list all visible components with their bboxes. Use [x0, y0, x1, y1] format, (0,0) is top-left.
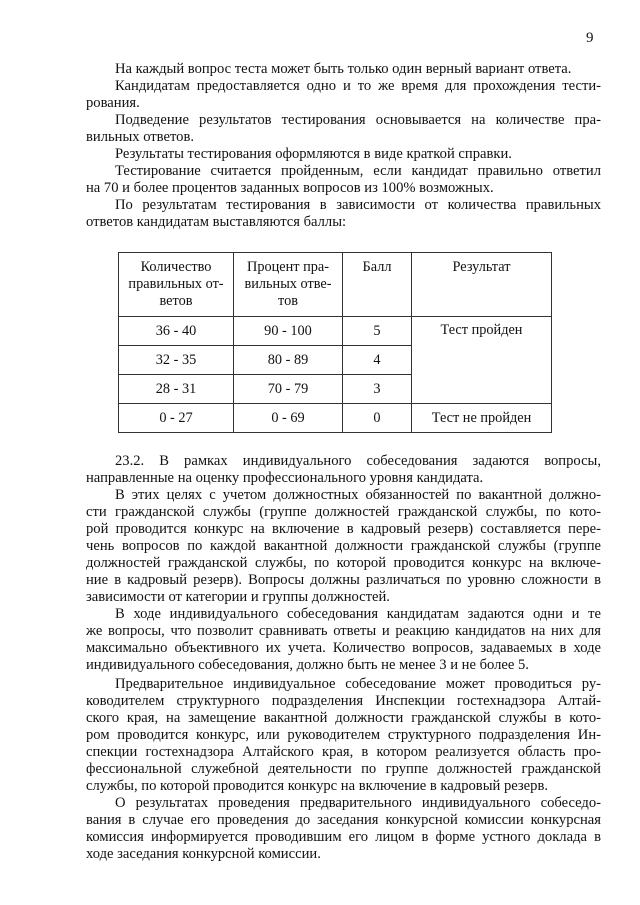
text-line: комиссия информируется проводившим его лицом в форме устного доклада в	[86, 829, 601, 845]
header-result	[412, 253, 552, 317]
text-line: же вопросы, что позволит сравнивать ответы и реакцию кандидатов на них для	[86, 623, 601, 639]
header-text: Результат	[452, 259, 511, 275]
cell-count: 36 - 40	[119, 317, 234, 346]
cell-percent: 90 - 100	[234, 317, 343, 346]
text-line: ответов кандидатам выставляются баллы:	[86, 214, 347, 230]
cell-result-failed: Тест не пройден	[412, 404, 552, 433]
cell-count: 32 - 35	[119, 346, 234, 375]
cell-score: 5	[343, 317, 412, 346]
text-line: Результаты тестирования оформляются в виде краткой справки.	[115, 146, 512, 162]
text-line: на 70 и более процентов заданных вопросов из 100% возможных.	[86, 180, 494, 196]
table-header-row	[119, 253, 552, 317]
text-line: ского края, на замещение вакантной должности гражданской службы в кото-	[86, 710, 601, 726]
text-line: ние в кадровый резерв). Вопросы должны различаться по уровню сложности в	[86, 572, 601, 588]
text-line: рования.	[86, 95, 140, 111]
header-text: вильных отве-	[244, 276, 332, 292]
scoring-table	[118, 252, 552, 433]
text-line: В этих целях с учетом должностных обязанностей по вакантной должно-	[115, 487, 601, 503]
header-text: Процент пра-	[247, 259, 329, 275]
text-line: По результатам тестирования в зависимости от количества правильных	[115, 197, 601, 213]
preliminary-interview-text	[86, 676, 601, 863]
cell-percent: 80 - 89	[234, 346, 343, 375]
text-line: Подведение результатов тестирования основывается на количестве пра-	[115, 112, 601, 128]
text-line: На каждый вопрос теста может быть только один верный вариант ответа.	[115, 61, 572, 77]
text-line: направленные на оценку профессионального уровня кандидата.	[86, 470, 484, 486]
header-text: правильных от-	[128, 276, 224, 292]
text-line: службы, по которой проводится конкурс на включение в кадровый резерв.	[86, 778, 548, 794]
header-text: ветов	[159, 293, 193, 309]
table-row	[119, 317, 552, 346]
section-23-2-text	[86, 453, 601, 674]
text-line: спекции гостехнадзора Алтайского края, в котором реализуется область про-	[86, 744, 601, 760]
text-line: ром проводится конкурс, или руководителем структурного подразделения Ин-	[86, 727, 601, 743]
text-line: индивидуального собеседования, должно быть не менее 3 и не более 5.	[86, 657, 529, 673]
text-line: фессиональной служебной деятельности по группе должностей гражданской	[86, 761, 601, 777]
text-line: вания в случае его проведения до заседания конкурсной комиссии конкурсная	[86, 812, 601, 828]
cell-score: 3	[343, 375, 412, 404]
page-number: 9	[586, 30, 594, 46]
text-line: вильных ответов.	[86, 129, 194, 145]
text-line: Предварительное индивидуальное собеседование может проводиться ру-	[115, 676, 601, 692]
header-count	[119, 253, 234, 317]
text-line: должностей гражданской службы, по которой проводится конкурс на включе-	[86, 555, 601, 571]
cell-percent: 70 - 79	[234, 375, 343, 404]
text-line: чень вопросов по каждой вакантной должности гражданской службы (группе	[86, 538, 601, 554]
text-line: ководителем структурного подразделения Инспекции гостехнадзора Алтай-	[86, 693, 601, 709]
table-row	[119, 404, 552, 433]
text-line: В ходе индивидуального собеседования кандидатам задаются одни и те	[115, 606, 601, 622]
text-line: зависимости от категории и группы должностей.	[86, 589, 390, 605]
cell-score: 4	[343, 346, 412, 375]
cell-percent: 0 - 69	[234, 404, 343, 433]
header-text: Количество	[140, 259, 212, 275]
text-line: сти гражданской службы (группе должностей гражданской службы, по кото-	[86, 504, 601, 520]
cell-score: 0	[343, 404, 412, 433]
text-line: О результатах проведения предварительного индивидуального собеседо-	[115, 795, 601, 811]
text-line: ходе заседания конкурсной комиссии.	[86, 846, 321, 862]
text-line: рой проводится конкурс на включение в кадровый резерв) составляется пере-	[86, 521, 601, 537]
header-percent	[234, 253, 343, 317]
text-line: 23.2. В рамках индивидуального собеседования задаются вопросы,	[115, 453, 601, 469]
text-line: максимально объективного их учета. Количество вопросов, задаваемых в ходе	[86, 640, 601, 656]
header-score	[343, 253, 412, 317]
cell-count: 0 - 27	[119, 404, 234, 433]
text-line: Кандидатам предоставляется одно и то же время для прохождения тести-	[115, 78, 601, 94]
cell-count: 28 - 31	[119, 375, 234, 404]
header-text: тов	[278, 293, 298, 309]
text-line: Тестирование считается пройденным, если кандидат правильно ответил	[115, 163, 601, 179]
cell-result-passed: Тест пройден	[412, 317, 552, 404]
intro-text	[86, 61, 601, 231]
header-text: Балл	[362, 259, 392, 275]
